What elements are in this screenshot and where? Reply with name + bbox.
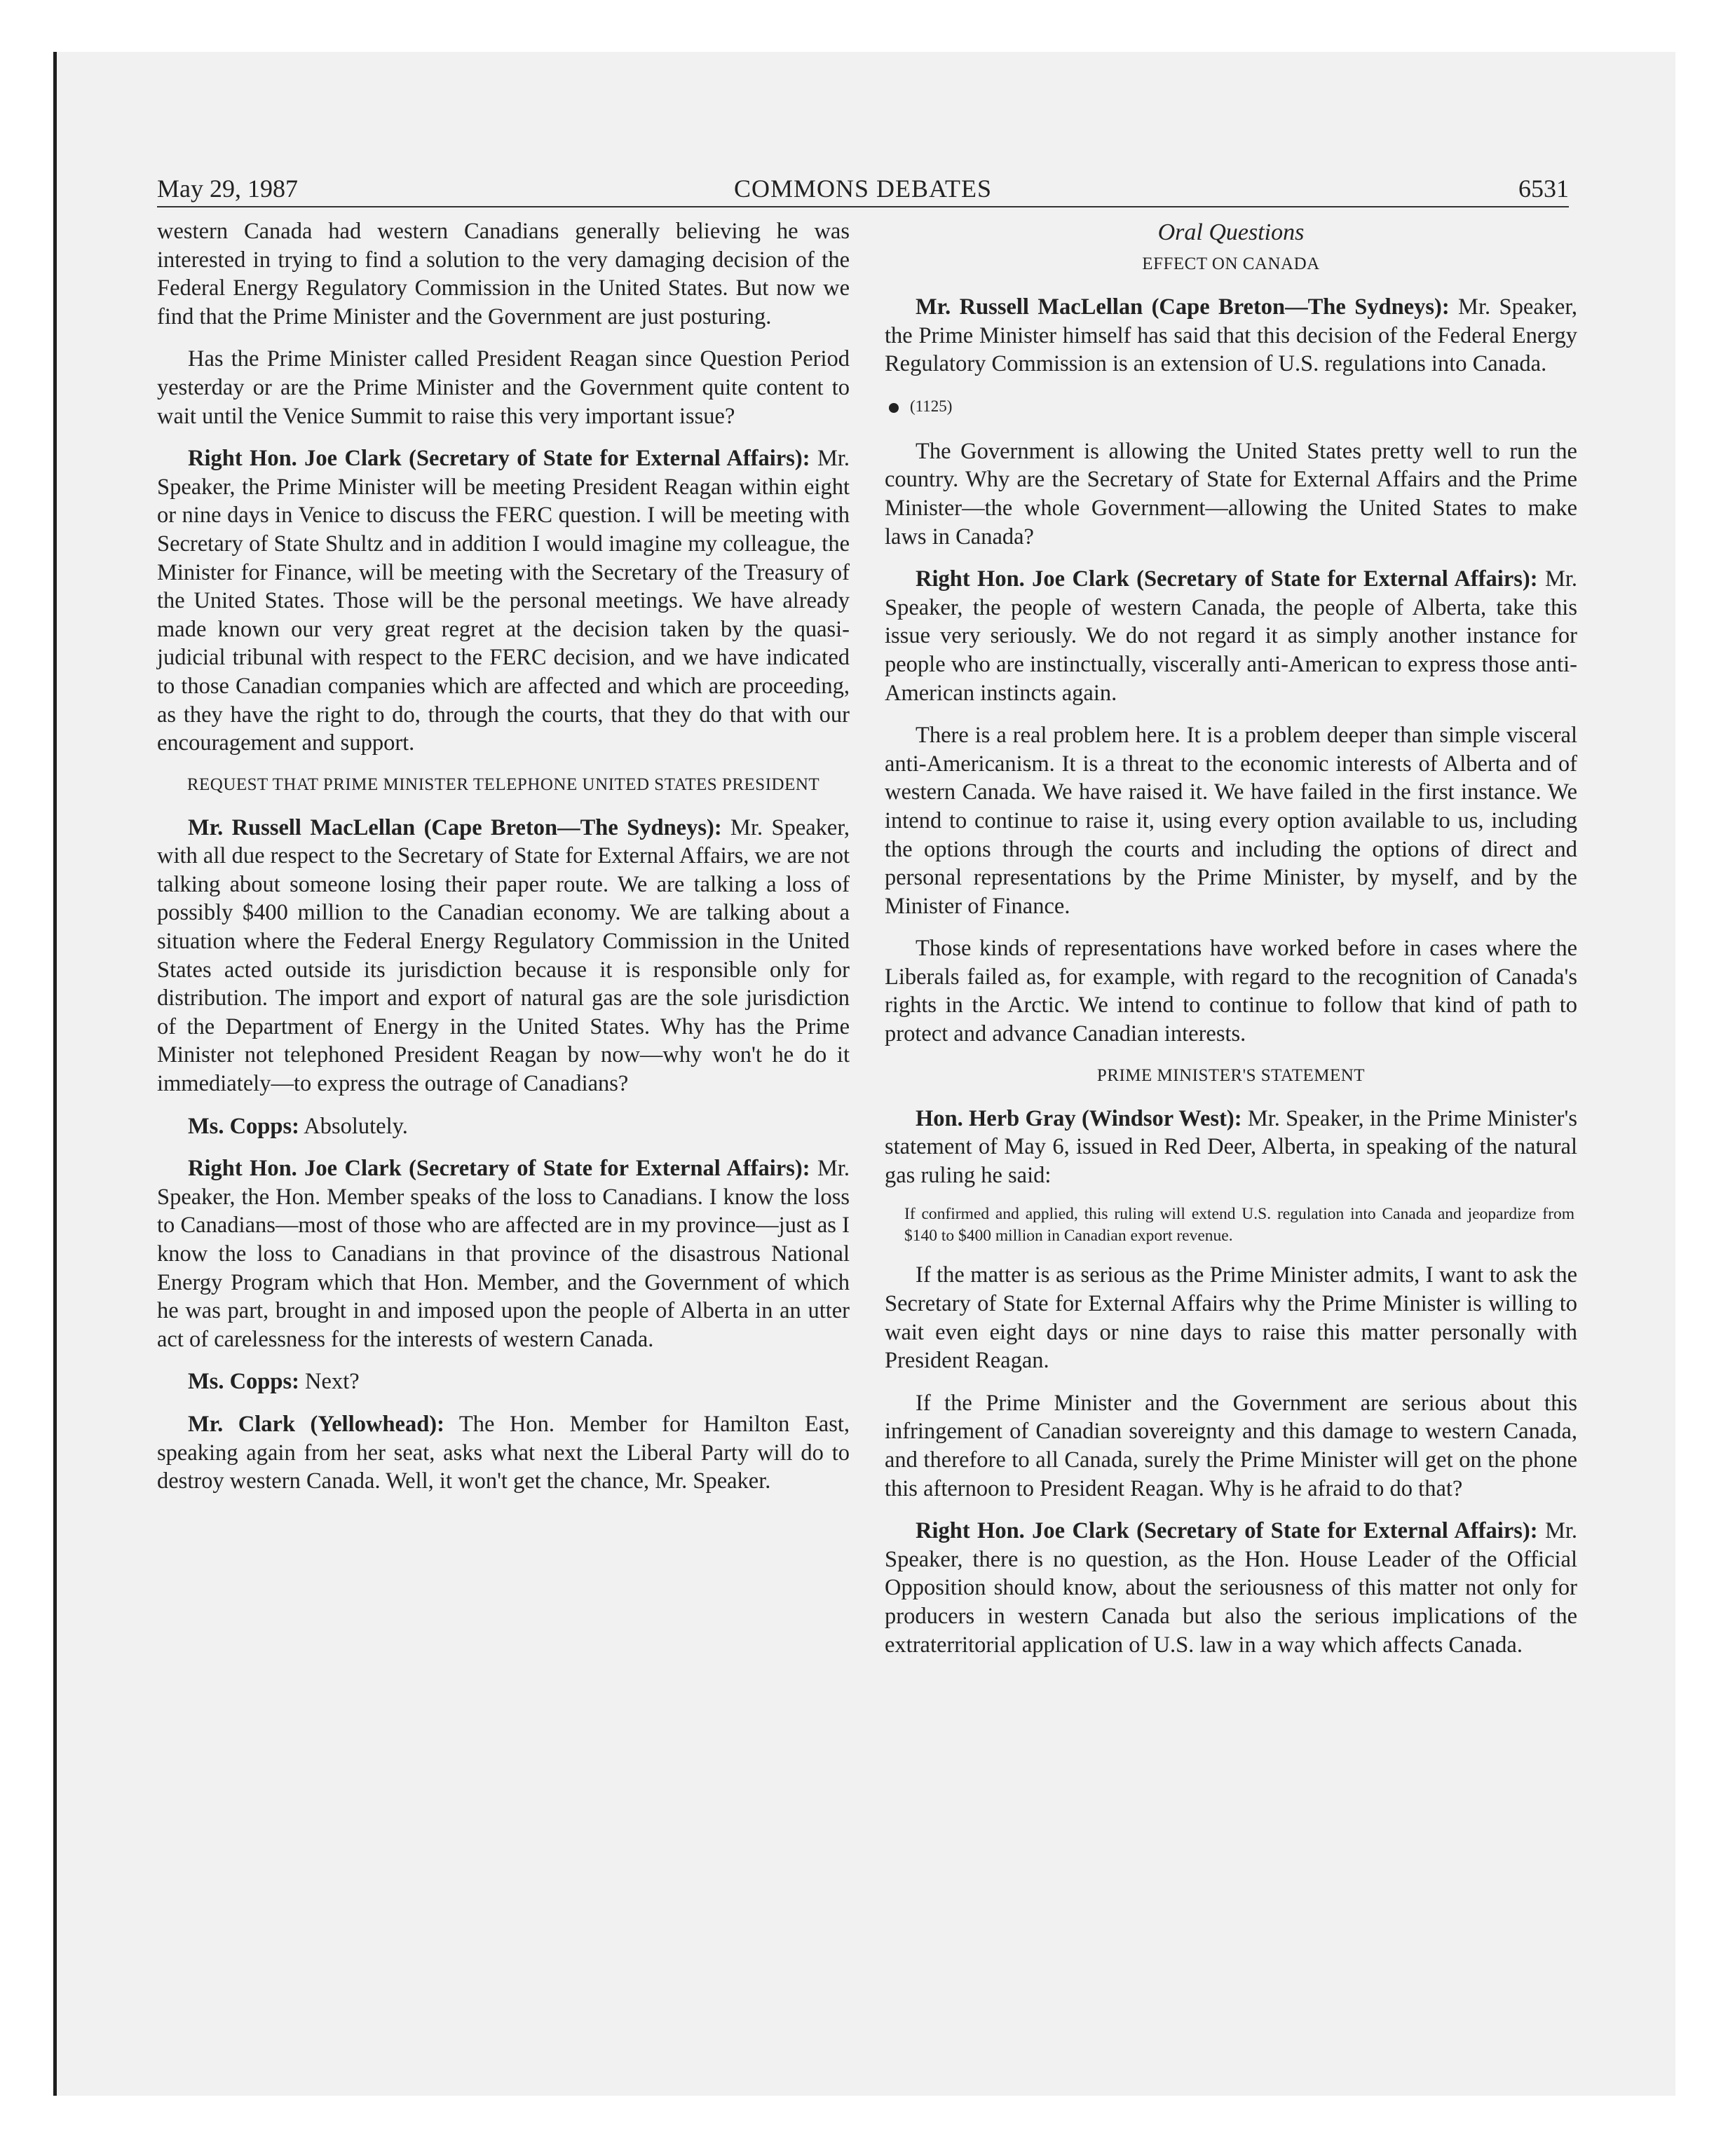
speaker-name: Mr. Russell MacLellan (Cape Breton—The Sydneys): — [916, 294, 1450, 320]
timestamp-text: (1125) — [910, 397, 953, 415]
right-column — [885, 217, 1577, 1673]
speech — [885, 1517, 1577, 1659]
block-quote: If confirmed and applied, this ruling will extend U.S. regulation into Canada and jeopardize from $140 to $400 million in Canadian export revenue. — [904, 1205, 1574, 1246]
bullet-icon — [889, 403, 899, 413]
paragraph: Those kinds of representations have worked before in cases where the Liberals failed as, for example, with regard to the recognition of Canada's rights in the Arctic. We intend to continue to follow that kind of path to protect and advance Canadian interests. — [885, 936, 1577, 1047]
speech — [885, 293, 1577, 378]
speaker-name: Mr. Clark (Yellowhead): — [188, 1411, 444, 1437]
speech — [157, 444, 850, 758]
section-rubric: Oral Questions — [1157, 219, 1305, 245]
speaker-name: Mr. Russell MacLellan (Cape Breton—The Sydneys): — [188, 814, 722, 840]
speech-text: Mr. Speaker, the Hon. Member speaks of the loss to Canadians. I know the loss to Canadians—most of those who are affected are in my province—just as I know the loss to Canadians in that province of the disastrous National Energy Program which that Hon. Member, and the Government of which he was part, brought in and imposed upon the people of Alberta in an utter act of carelessness for the interests of western Canada. — [157, 1156, 850, 1352]
timestamp — [889, 393, 1577, 421]
speaker-name: Ms. Copps: — [188, 1113, 299, 1139]
page-date: May 29, 1987 — [157, 175, 298, 203]
speech-text: Mr. Speaker, with all due respect to the Secretary of State for External Affairs, we are not talking about someone losing their paper route. We are talking a loss of possibly $400 million to the Canadian economy. We are talking about a situation where the Federal Energy Regulatory Commission in the United States acted outside its jurisdiction because it is responsible only for distribution. The import and export of natural gas are the sole jurisdiction of the Department of Energy in the United States. Why has the Prime Minister not telephoned President Reagan by now—why won't he do it immediately—to express the outrage of Canadians? — [157, 814, 850, 1097]
speech-text: Mr. Speaker, there is no question, as the Hon. House Leader of the Official Opposition should know, about the seriousness of this matter not only for producers in western Canada but also the serious implications of the extraterritorial application of U.S. law in a way which affects Canada. — [885, 1518, 1577, 1658]
binding-edge — [53, 52, 57, 2096]
speech-text: Mr. Speaker, the Prime Minister himself has said that this decision of the Federal Energy Regulatory Commission is an extension of U.S. regulations into Canada. — [885, 294, 1577, 377]
section-heading: EFFECT ON CANADA — [1142, 254, 1320, 273]
speech — [157, 1112, 850, 1141]
speech — [885, 1105, 1577, 1190]
speech-text: Mr. Speaker, the people of western Canada, the people of Alberta, take this issue very seriously. We do not regard it as simply another instance for people who are instinctually, viscerally anti-American to express those anti-American instincts again. — [885, 566, 1577, 706]
speech-text: Next? — [299, 1369, 360, 1395]
paragraph: There is a real problem here. It is a problem deeper than simple visceral anti-Americanism. It is a threat to the economic interests of Alberta and of western Canada. We have raised it. We have failed in the first instance. We intend to continue to raise it, using every option available to us, including the options through the courts and including the options of direct and personal representations by the Prime Minister, by myself, and by the Minister of Finance. — [885, 723, 1577, 919]
left-column — [157, 217, 850, 1510]
speaker-name: Ms. Copps: — [188, 1369, 299, 1395]
paragraph: Has the Prime Minister called President Reagan since Question Period yesterday or are the Prime Minister and the Government quite content to wait until the Venice Summit to raise this very important issue? — [157, 346, 850, 429]
speech — [157, 814, 850, 1098]
speaker-name: Right Hon. Joe Clark (Secretary of State for External Affairs): — [916, 1518, 1538, 1544]
speech-text: The Hon. Member for Hamilton East, speaking again from her seat, asks what next the Liberal Party will do to destroy western Canada. Well, it won't get the chance, Mr. Speaker. — [157, 1411, 850, 1494]
speech-text: Absolutely. — [299, 1113, 408, 1139]
speech — [157, 1410, 850, 1496]
running-head — [157, 171, 1569, 207]
page-number: 6531 — [1518, 175, 1569, 203]
speech — [157, 1154, 850, 1353]
publication-title: COMMONS DEBATES — [733, 175, 993, 203]
paragraph: western Canada had western Canadians generally believing he was interested in trying to find a solution to the very damaging decision of the Federal Energy Regulatory Commission in the United States. But now we find that the Prime Minister and the Government are just posturing. — [157, 219, 850, 329]
paragraph: If the matter is as serious as the Prime Minister admits, I want to ask the Secretary of State for External Affairs why the Prime Minister is willing to wait even eight days or nine days to raise this matter personally with President Reagan. — [885, 1262, 1577, 1374]
speaker-name: Hon. Herb Gray (Windsor West): — [916, 1105, 1242, 1131]
speech-text: Mr. Speaker, the Prime Minister will be meeting President Reagan within eight or nine days in Venice to discuss the FERC question. I will be meeting with Secretary of State Shultz and in addition I would imagine my colleague, the Minister for Finance, will be meeting with the Secretary of the Treasury of the United States. Those will be the personal meetings. We have already made known our very great regret at the decision taken by the quasi-judicial tribunal with respect to the FERC decision, and we have indicated to those Canadian companies which are affected and which are proceeding, as they have the right to do, through the courts, that they do that with our encouragement and support. — [157, 446, 850, 756]
paragraph: The Government is allowing the United States pretty well to run the country. Why are the Secretary of State for External Affairs and the Prime Minister—the whole Government—allowing the United States to make laws in Canada? — [885, 438, 1577, 550]
speech-text: Mr. Speaker, in the Prime Minister's statement of May 6, issued in Red Deer, Alberta, in speaking of the natural gas ruling he said: — [885, 1105, 1577, 1188]
speaker-name: Right Hon. Joe Clark (Secretary of State for External Affairs): — [916, 566, 1538, 592]
speech — [885, 565, 1577, 707]
section-heading: REQUEST THAT PRIME MINISTER TELEPHONE UNITED STATES PRESIDENT — [186, 775, 820, 794]
section-heading: PRIME MINISTER'S STATEMENT — [1096, 1065, 1366, 1085]
speaker-name: Right Hon. Joe Clark (Secretary of State for External Affairs): — [188, 446, 810, 472]
speech — [157, 1367, 850, 1396]
paragraph: If the Prime Minister and the Government are serious about this infringement of Canadian sovereignty and this damage to western Canada, and therefore to all Canada, surely the Prime Minister will get on the phone this afternoon to President Reagan. Why is he afraid to do that? — [885, 1390, 1577, 1501]
speaker-name: Right Hon. Joe Clark (Secretary of State for External Affairs): — [188, 1156, 810, 1182]
